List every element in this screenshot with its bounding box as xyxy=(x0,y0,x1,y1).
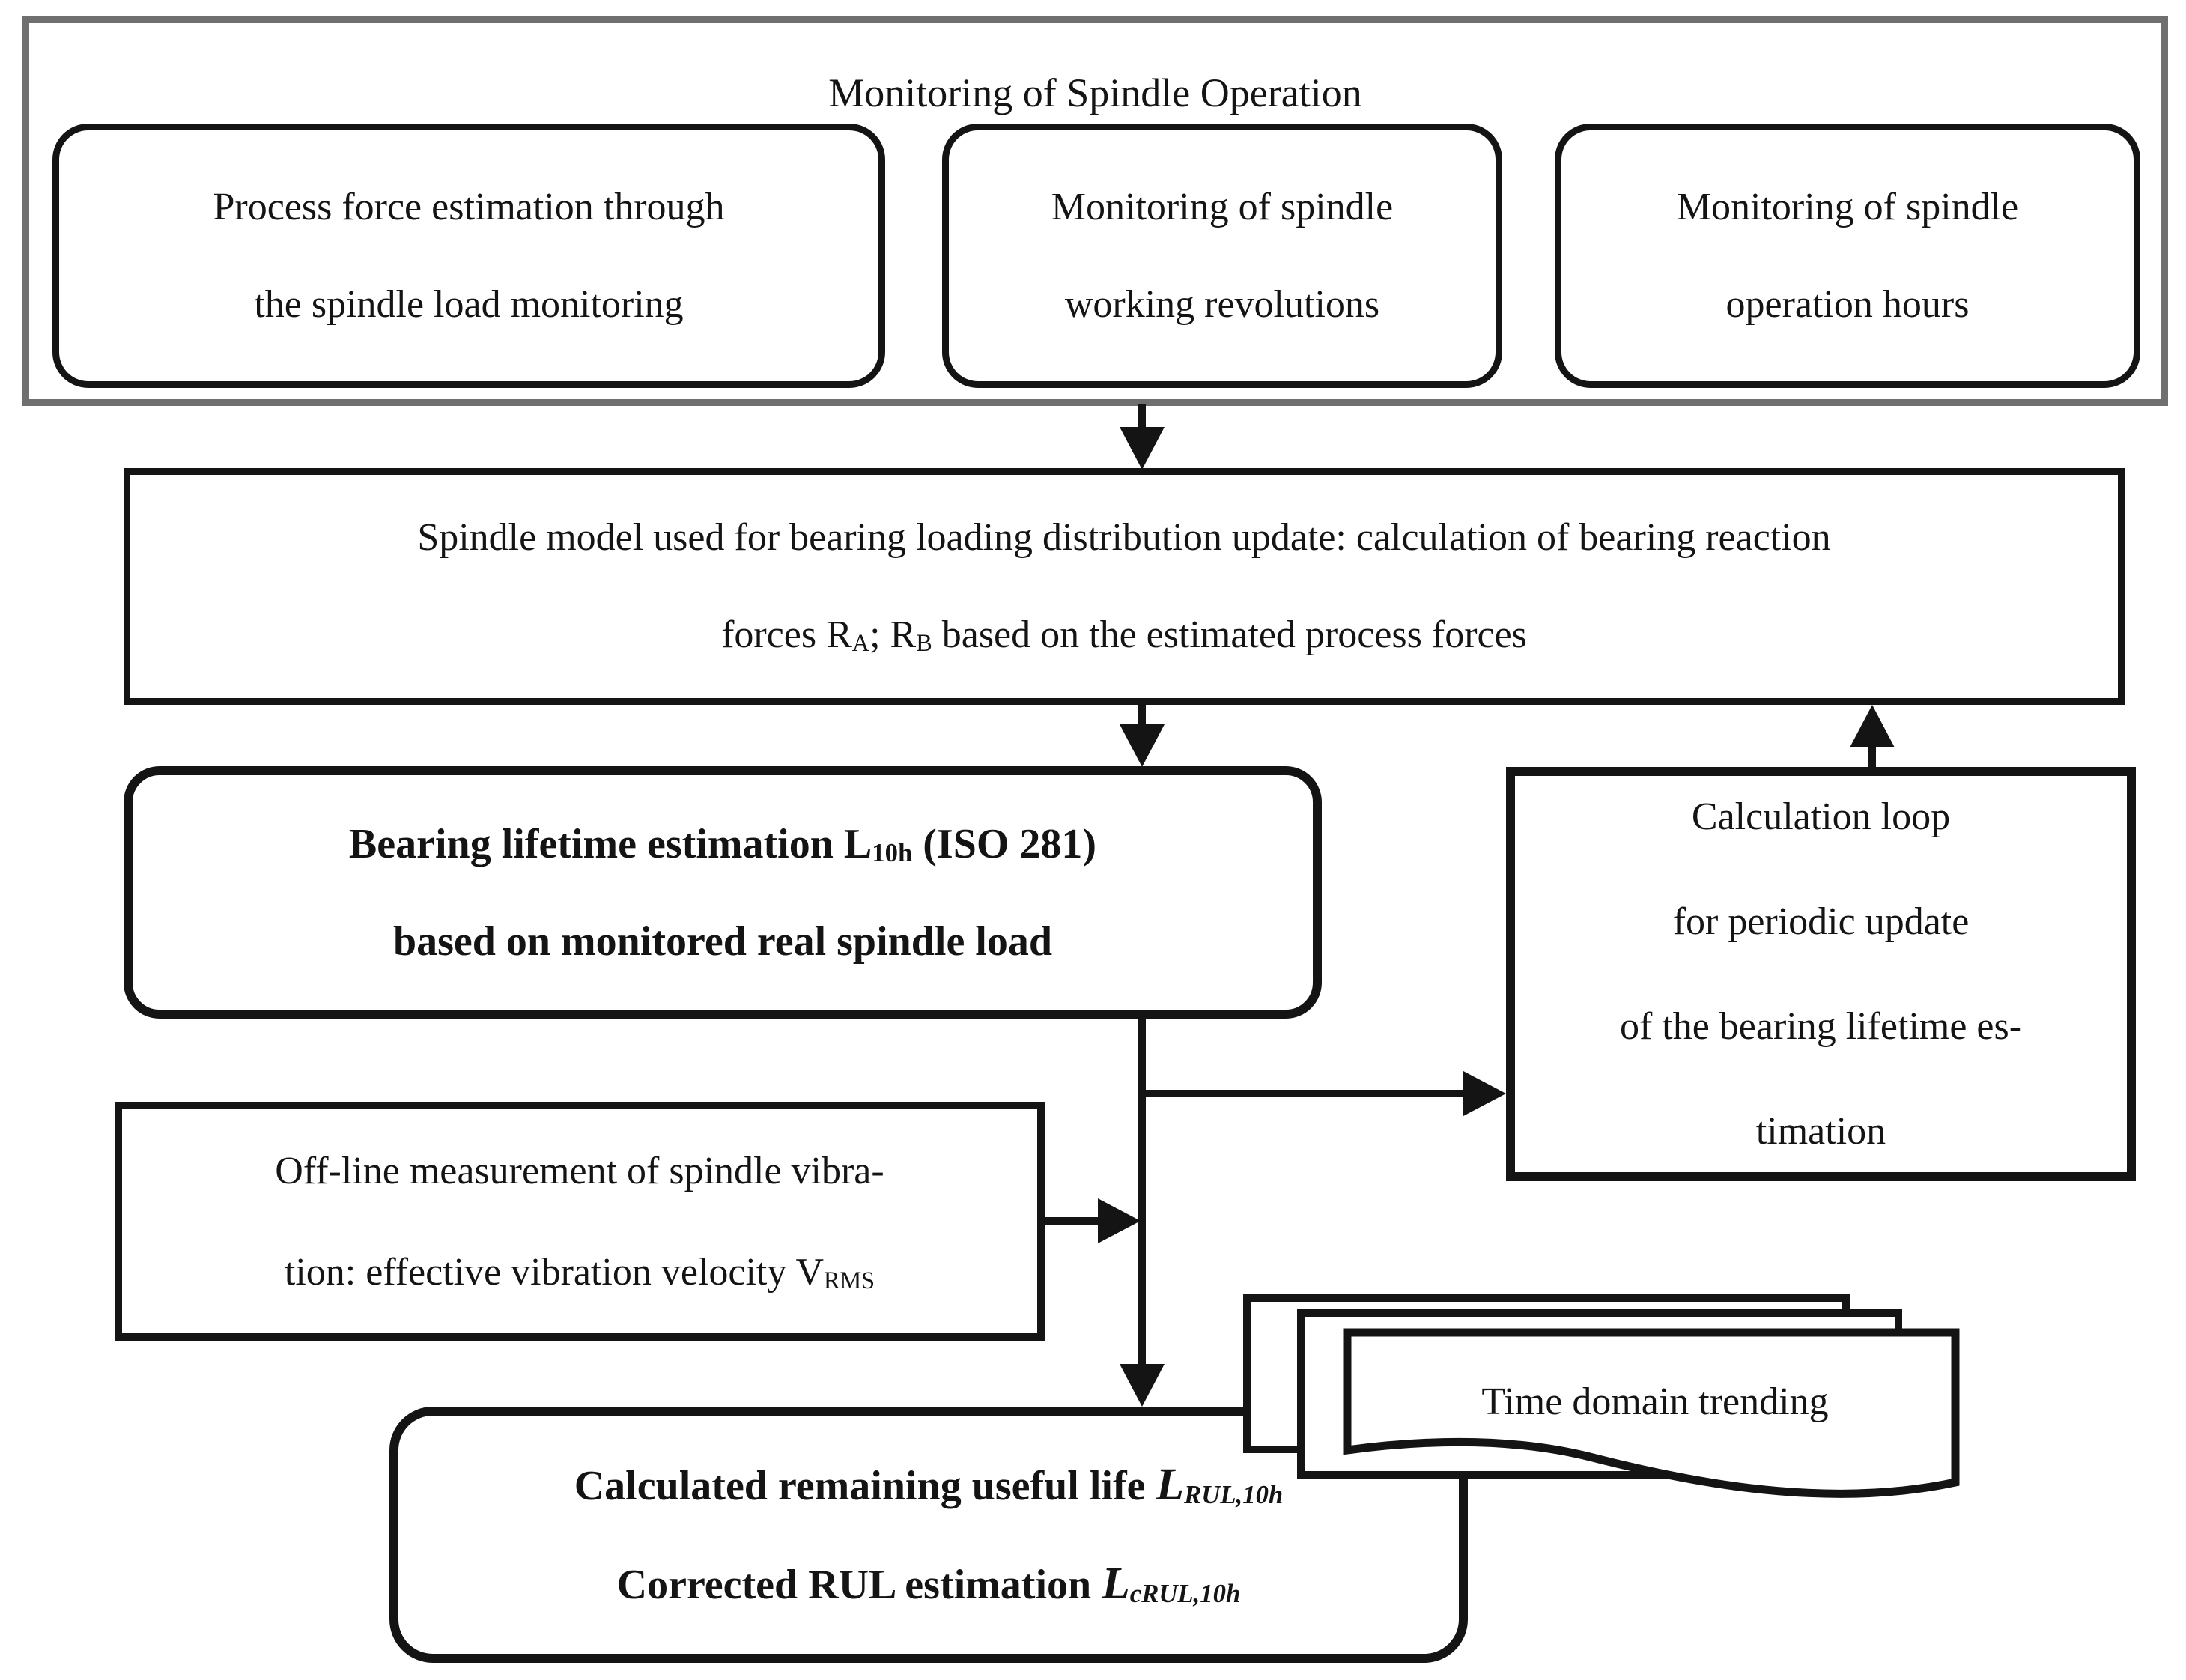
rul-subscript: RUL,10h xyxy=(1184,1480,1284,1510)
bearing-lifetime-line1-post: (ISO 281) xyxy=(912,820,1097,867)
operation-hours-box xyxy=(1555,124,2140,388)
reaction-force-a-subscript: A xyxy=(851,628,870,656)
offline-line2-pre: tion: effective vibration velocity V xyxy=(284,1250,824,1294)
calculation-loop-box xyxy=(1506,767,2136,1181)
bearing-lifetime-line1 xyxy=(133,795,1313,893)
process-force-box xyxy=(52,124,885,388)
rul-line2-pre: Corrected RUL estimation xyxy=(616,1562,1102,1608)
spindle-model-line2-post: based on the estimated process forces xyxy=(932,613,1527,656)
monitoring-group-title: Monitoring of Spindle Operation xyxy=(828,70,1362,115)
rul-line2 xyxy=(398,1535,1459,1634)
arrow-right-icon xyxy=(1098,1198,1141,1243)
arrow-down-icon xyxy=(1120,427,1165,470)
calculation-loop-line2: for periodic update xyxy=(1672,900,1970,943)
working-revolutions-line2: working revolutions xyxy=(1064,282,1380,326)
offline-line2 xyxy=(122,1222,1037,1323)
crul-subscript: cRUL,10h xyxy=(1129,1579,1241,1609)
rul-line1-pre: Calculated remaining useful life xyxy=(574,1463,1156,1509)
working-revolutions-line1: Monitoring of spindle xyxy=(1051,185,1394,228)
operation-hours-line2: operation hours xyxy=(1725,282,1970,326)
calculation-loop-line4: timation xyxy=(1755,1109,1886,1153)
crul-variable: L xyxy=(1102,1558,1130,1609)
bearing-lifetime-line2: based on monitored real spindle load xyxy=(392,918,1053,965)
bearing-lifetime-box xyxy=(124,766,1322,1019)
spindle-model-line2-mid: ; R xyxy=(869,613,917,656)
branch-to-loop-line xyxy=(1138,1090,1466,1097)
vrms-subscript: RMS xyxy=(824,1266,875,1294)
reaction-force-b-subscript: B xyxy=(916,628,932,656)
spindle-model-line2 xyxy=(130,586,2118,684)
offline-line1: Off-line measurement of spindle vibra- xyxy=(275,1149,884,1192)
working-revolutions-box xyxy=(942,124,1502,388)
spindle-model-line2-pre: forces R xyxy=(721,613,852,656)
arrow-up-icon xyxy=(1850,705,1895,747)
offline-measurement-box xyxy=(115,1102,1045,1341)
process-force-line1: Process force estimation through xyxy=(213,185,725,228)
rul-variable: L xyxy=(1156,1459,1185,1510)
time-domain-pages-label: Time domain trending xyxy=(1481,1380,1829,1423)
spindle-model-box xyxy=(124,468,2125,705)
operation-hours-line1: Monitoring of spindle xyxy=(1676,185,2019,228)
bearing-lifetime-line1-pre: Bearing lifetime estimation L xyxy=(348,820,872,867)
lifetime-to-rul-trunk-line xyxy=(1138,1015,1146,1368)
offline-to-trunk-line xyxy=(1045,1217,1100,1225)
calculation-loop-line3: of the bearing lifetime es- xyxy=(1619,1004,2023,1048)
l10h-subscript: 10h xyxy=(872,837,913,867)
arrow-down-icon xyxy=(1120,1364,1165,1407)
process-force-line2: the spindle load monitoring xyxy=(254,282,684,326)
spindle-model-line1: Spindle model used for bearing loading distribution update: calculation of bearing reaction xyxy=(417,516,1831,559)
arrow-right-icon xyxy=(1463,1071,1506,1116)
calculation-loop-line1: Calculation loop xyxy=(1691,795,1951,838)
arrow-down-icon xyxy=(1120,724,1165,767)
